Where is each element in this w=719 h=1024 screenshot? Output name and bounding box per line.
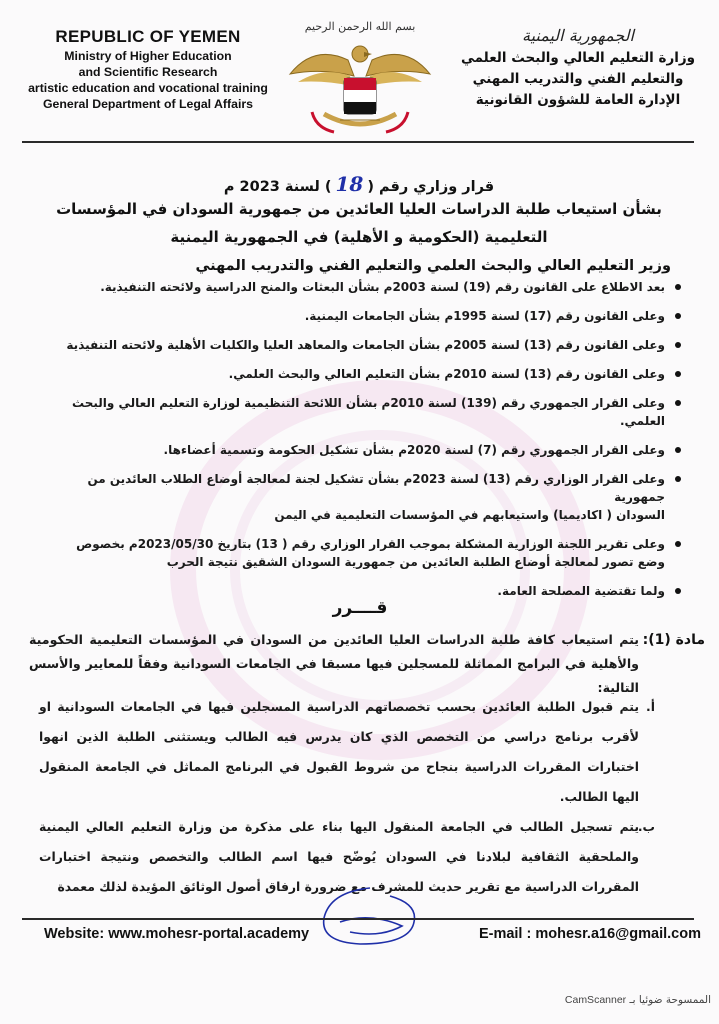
item-b-label: ب. [637, 819, 655, 834]
bullet-icon [675, 400, 681, 406]
signature-mark [310, 882, 430, 962]
bullet-icon [675, 588, 681, 594]
article-1-item-a [39, 692, 655, 812]
preamble-item: وعلى القانون رقم (13) لسنة 2010م بشأن التعليم العالي والبحث العلمي. [41, 365, 681, 383]
item-b-text: يتم تسجيل الطالب في الجامعة المنقول اليها بناء على مذكرة من وزارة التعليم العالي اليمنية والملحقية الثقافية لبلادنا في السودان يُوضّح فيها اسم الطالب والتخصص ونتيجة اختبارات المقررات الدراسية مع تقرير حديث للمشرف مع ضرورة ارفاق أصول الوثائق المؤيدة لذلك معمدة [39, 819, 639, 894]
bullet-icon [675, 541, 681, 547]
header-department-en: General Department of Legal Affairs [42, 97, 253, 111]
decision-prefix: قرار وزاري رقم ( [367, 179, 495, 195]
preamble-item: وعلى القانون رقم (17) لسنة 1995م بشأن الجامعات اليمنية. [41, 307, 681, 325]
preamble-item: وعلى القرار الجمهوري رقم (7) لسنة 2020م بشأن تشكيل الحكومة وتسمية أعضاءها. [41, 441, 681, 459]
header-ministry-line1-en: Ministry of Higher Education [64, 49, 232, 63]
bullet-icon [675, 447, 681, 453]
scanner-brand: CamScanner [564, 994, 627, 1006]
camscanner-watermark [565, 994, 711, 1006]
yemen-eagle-emblem [284, 16, 436, 140]
header-ministry-line3-en: artistic education and vocational training [28, 81, 268, 95]
footer-email: E-mail : mohesr.a16@gmail.com [478, 926, 701, 942]
item-a-text: يتم قبول الطلبة العائدين بحسب تخصصاتهم الدراسية المسجلين فيها في الجامعات السودانية او لأقرب برنامج دراسي من التخصص الذي كان يدرس فيه الطالب ويستثنى الطلبة الذين انهوا اختبارات المقررات الدراسية بنجاح من شروط القبول في البرنامج المماثل في الجامعة المنقول اليها الطالب. [39, 699, 639, 804]
bullet-icon [675, 476, 681, 482]
bullet-icon [675, 284, 681, 290]
basmala-text: بسم الله الرحمن الرحيم [304, 20, 416, 33]
preamble-item: وعلى القانون رقم (13) لسنة 2005م بشأن الجامعات والمعاهد العليا والكليات الأهلية ولائحته التنفيذية [41, 336, 681, 354]
article-1-text: يتم استيعاب كافة طلبة الدراسات العليا العائدين من السودان في المؤسسات التعليمية الحكومية والأهلية في البرامج المماثلة للمسجلين فيها مسبقا في الجامعات السودانية وفقاً للمعايير والأسس التالية: [29, 632, 639, 695]
header-country-ar: الجمهورية اليمنية [521, 26, 634, 45]
preamble-item: بعد الاطلاع على القانون رقم (19) لسنة 2003م بشأن البعثات والمنح الدراسية ولائحته التنفيذية. [41, 278, 681, 296]
article-1-label: مادة (1): [642, 632, 705, 648]
minister-title: وزير التعليم العالي والبحث العلمي والتعليم الفني والتدريب المهني [195, 258, 671, 274]
preamble-item: ولما تقتضية المصلحة العامة. [41, 582, 681, 600]
decides-heading: قــــرر [332, 598, 388, 618]
header-ministry-line2-en: and Scientific Research [78, 65, 218, 79]
preamble-item: وعلى القرار الجمهوري رقم (139) لسنة 2010م بشأن اللائحة التنظيمية لوزارة التعليم العالي والبحث العلمي. [41, 394, 681, 430]
footer-website: Website: www.mohesr-portal.academy [44, 926, 310, 942]
bullet-icon [675, 371, 681, 377]
item-a-label: أ. [646, 699, 655, 714]
decision-title [20, 172, 698, 196]
decision-subject-line1: بشأن استيعاب طلبة الدراسات العليا العائدين من جمهورية السودان في المؤسسات [56, 200, 662, 218]
header-ministry-line2-ar: والتعليم الفني والتدريب المهني [472, 71, 684, 87]
decision-suffix: ) لسنة 2023 م [223, 179, 332, 195]
preamble-list [41, 278, 681, 611]
decision-subject-line2: التعليمية (الحكومية و الأهلية) في الجمهورية اليمنية [170, 228, 548, 246]
decision-number: 18 [335, 172, 364, 196]
header-divider [22, 141, 694, 143]
scanner-prefix: الممسوحة ضوئيا بـ [629, 994, 711, 1006]
preamble-item: وعلى تقرير اللجنة الوزارية المشكلة بموجب القرار الوزاري رقم ( 13) بتاريخ 2023/05/30م بخصوص وضع تصور لمعالجة أوضاع الطلبة العائدين من جمهورية السودان الشقيق نتيجة الحرب [41, 535, 681, 571]
bullet-icon [675, 313, 681, 319]
header-arabic [453, 24, 703, 111]
preamble-item: وعلى القرار الوزاري رقم (13) لسنة 2023م بشأن تشكيل لجنة لمعالجة أوضاع الطلاب العائدين من جمهورية السودان ( اكاديميا) واستيعابهم في المؤسسات التعليمية في اليمن [41, 470, 681, 524]
header-department-ar: الإدارة العامة للشؤون القانونية [475, 92, 681, 108]
header-country-en: REPUBLIC OF YEMEN [55, 27, 241, 46]
header-ministry-line1-ar: وزارة التعليم العالي والبحث العلمي [460, 50, 696, 66]
bullet-icon [675, 342, 681, 348]
header-english [18, 26, 278, 112]
footer-divider [22, 918, 694, 920]
